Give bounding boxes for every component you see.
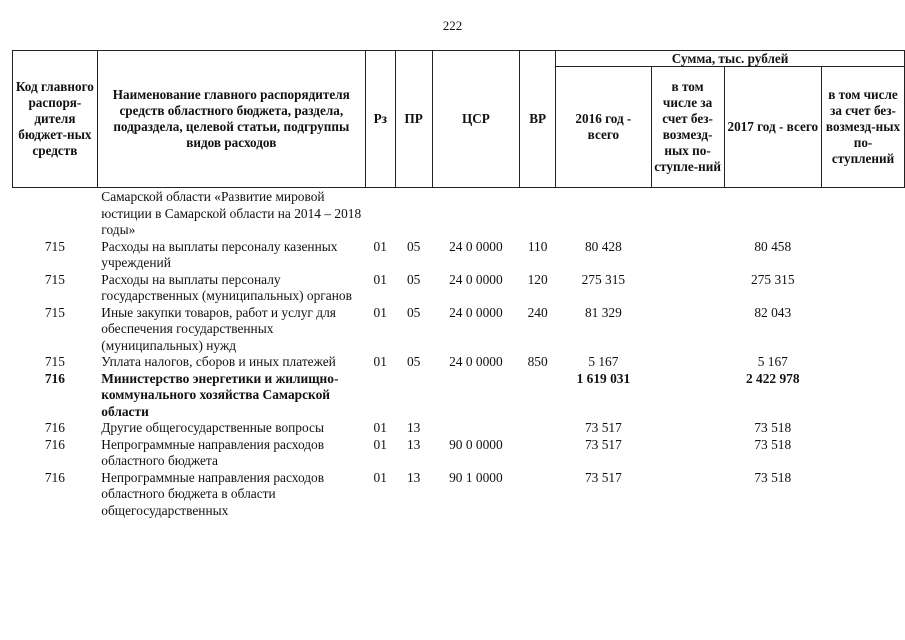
row-csr: 24 0 0000 — [449, 271, 503, 287]
row-csr: 24 0 0000 — [449, 238, 503, 254]
row-vr — [520, 437, 556, 470]
row-pr: 05 — [406, 354, 421, 369]
row-2016-total: 81 329 — [584, 304, 622, 320]
header-2017-total: 2017 год - всего — [724, 67, 822, 188]
row-2017-grants — [822, 305, 905, 355]
row-name: Самарской области «Развитие мировой юстиции в Самарской области на 2014 – 2018 годы» — [101, 189, 362, 237]
table-row — [13, 420, 905, 437]
table-row — [13, 239, 905, 272]
row-vr — [520, 371, 556, 421]
header-vr: ВР — [520, 51, 556, 188]
row-2017-grants — [822, 420, 905, 437]
row-name: Другие общегосударственные вопросы — [101, 420, 324, 435]
row-rz: 01 — [373, 304, 387, 320]
row-2017-total: 80 458 — [754, 238, 792, 254]
row-pr — [395, 371, 432, 421]
row-code: 715 — [44, 354, 65, 369]
table-row — [13, 470, 905, 520]
row-2016-grants — [651, 354, 724, 371]
row-2016-total: 5 167 — [588, 354, 619, 369]
row-2017-grants — [822, 239, 905, 272]
row-2017-grants — [822, 272, 905, 305]
row-code: 715 — [44, 271, 65, 287]
row-vr: 240 — [527, 304, 548, 320]
page-number: 222 — [442, 18, 463, 33]
row-name: Министерство энергетики и жилищно-коммунального хозяйства Самарской области — [101, 370, 339, 419]
row-rz: 01 — [373, 238, 387, 254]
table-row — [13, 305, 905, 355]
row-code: 715 — [44, 238, 65, 254]
row-2016-grants — [651, 188, 724, 239]
budget-table — [12, 50, 905, 519]
row-2017-grants — [822, 470, 905, 520]
row-2017-grants — [822, 371, 905, 421]
row-vr — [520, 420, 556, 437]
row-2017-total: 2 422 978 — [746, 370, 800, 386]
row-vr: 850 — [527, 354, 548, 369]
row-csr — [432, 371, 520, 421]
row-name: Расходы на выплаты персоналу государственных (муниципальных) органов — [101, 271, 352, 303]
row-vr: 110 — [527, 238, 548, 254]
row-2017-total: 73 518 — [754, 420, 792, 435]
row-name: Уплата налогов, сборов и иных платежей — [101, 354, 336, 369]
table-row — [13, 272, 905, 305]
header-2016-total: 2016 год - всего — [556, 67, 652, 188]
row-2016-grants — [651, 420, 724, 437]
row-2017-total: 73 518 — [754, 436, 792, 452]
row-pr: 05 — [406, 271, 421, 287]
header-sum-title: Сумма, тыс. рублей — [556, 51, 905, 67]
header-2016-grants: в том числе за счет без-возмезд-ных по-ступле-ний — [651, 67, 724, 188]
row-vr — [520, 470, 556, 520]
row-rz: 01 — [373, 271, 387, 287]
row-2016-total: 73 517 — [584, 436, 622, 452]
row-pr: 13 — [406, 420, 421, 435]
row-2016-grants — [651, 371, 724, 421]
row-2016-grants — [651, 305, 724, 355]
row-rz: 01 — [373, 354, 387, 369]
row-rz: 01 — [373, 420, 387, 435]
row-rz: 01 — [373, 436, 387, 452]
row-2016-total: 73 517 — [584, 469, 622, 485]
row-rz — [365, 371, 395, 421]
table-row — [13, 437, 905, 470]
row-csr: 90 1 0000 — [449, 469, 503, 485]
row-code: 715 — [44, 304, 65, 320]
row-2017-total — [724, 188, 822, 239]
header-name: Наименование главного распорядителя средств областного бюджета, раздела, подраздела, целевой статьи, подгруппы видов расходов — [97, 51, 365, 188]
row-2016-total: 80 428 — [584, 238, 622, 254]
row-name: Непрограммные направления расходов областного бюджета в области общегосударственных — [101, 469, 325, 518]
header-code: Код главного распоря-дителя бюджет-ных средств — [13, 51, 98, 188]
row-csr: 24 0 0000 — [449, 304, 503, 320]
row-vr — [520, 188, 556, 239]
row-code: 716 — [44, 469, 65, 485]
row-rz — [365, 188, 395, 239]
row-2016-grants — [651, 239, 724, 272]
row-2017-grants — [822, 188, 905, 239]
row-2016-total: 275 315 — [581, 271, 626, 287]
row-pr: 13 — [406, 469, 421, 485]
row-2016-grants — [651, 437, 724, 470]
row-2017-total: 5 167 — [757, 354, 788, 369]
row-pr: 05 — [406, 238, 421, 254]
row-name: Расходы на выплаты персоналу казенных учреждений — [101, 238, 338, 270]
row-2016-total: 73 517 — [584, 420, 622, 435]
header-pr: ПР — [395, 51, 432, 188]
row-csr — [432, 188, 520, 239]
row-name: Непрограммные направления расходов областного бюджета — [101, 436, 325, 468]
row-2017-grants — [822, 437, 905, 470]
row-2017-grants — [822, 354, 905, 371]
table-row — [13, 371, 905, 421]
header-csr: ЦСР — [432, 51, 520, 188]
row-name: Иные закупки товаров, работ и услуг для обеспечения государственных (муниципальных) нужд — [101, 304, 336, 353]
row-vr: 120 — [527, 271, 548, 287]
row-pr: 13 — [406, 436, 421, 452]
row-code — [13, 188, 98, 239]
row-2016-grants — [651, 470, 724, 520]
table-row — [13, 188, 905, 239]
row-rz: 01 — [373, 469, 387, 485]
row-code: 716 — [44, 436, 65, 452]
row-code: 716 — [44, 370, 65, 386]
row-csr: 24 0 0000 — [449, 354, 503, 369]
row-2017-total: 82 043 — [754, 304, 792, 320]
row-csr: 90 0 0000 — [449, 436, 503, 452]
row-2017-total: 73 518 — [754, 469, 792, 485]
row-2016-total — [556, 188, 652, 239]
row-2017-total: 275 315 — [751, 271, 795, 287]
table-row — [13, 354, 905, 371]
row-pr: 05 — [406, 304, 421, 320]
row-2016-grants — [651, 272, 724, 305]
row-csr — [432, 420, 520, 437]
row-pr — [395, 188, 432, 239]
row-code: 716 — [44, 420, 65, 435]
header-2017-grants: в том числе за счет без-возмезд-ных по-ступлений — [822, 67, 905, 188]
row-2016-total: 1 619 031 — [576, 370, 631, 386]
header-rz: Рз — [365, 51, 395, 188]
